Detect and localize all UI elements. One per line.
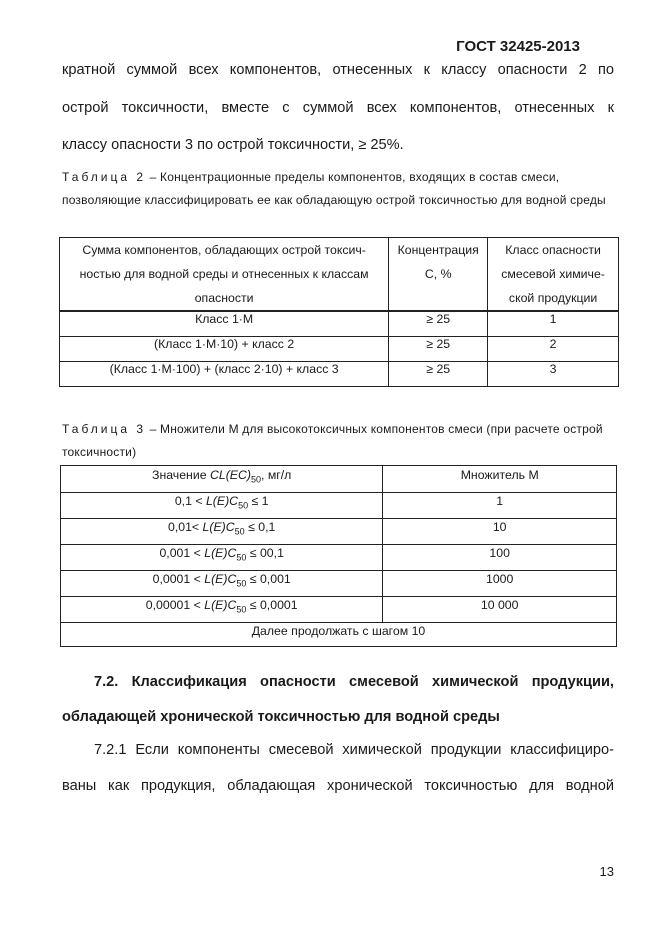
section-title-line-2: обладающей хронической токсичностью для водной среды xyxy=(62,709,500,725)
intro-line-1: кратной суммой всех компонентов, отнесенных к классу опасности 2 по xyxy=(62,62,614,78)
table-row xyxy=(60,362,619,387)
table3-footer-row xyxy=(61,623,617,647)
table2-header-components: Сумма компонентов, обладающих острой токсич-ностью для водной среды и отнесенных к классам опасности xyxy=(60,238,389,312)
table2-cell: (Класс 1·М·100) + (класс 2·10) + класс 3 xyxy=(60,362,389,387)
table2-cell: ≥ 25 xyxy=(389,311,488,337)
table3-header-multiplier: Множитель М xyxy=(383,466,617,493)
table-row xyxy=(61,571,617,597)
table-row xyxy=(61,545,617,571)
table2-cell: ≥ 25 xyxy=(389,337,488,362)
table3-cell: $0,00001 < L(E)C_{50} \le 0,0001$ xyxy=(61,597,383,623)
table3-cell: $0,01< L(E)C_{50} \le 0,1$ xyxy=(61,519,383,545)
table3-caption-label: Таблица 3 xyxy=(62,422,147,436)
table3-continue-note: Далее продолжать с шагом 10 xyxy=(61,623,617,647)
table3-cell: $0,1 < L(E)C_{50} \le 1$ xyxy=(61,493,383,519)
table2-header-concentration: Концентрация C, % xyxy=(389,238,488,312)
table3-cell: 1000 xyxy=(383,571,617,597)
table2-cell: 2 xyxy=(488,337,619,362)
table-row xyxy=(61,493,617,519)
table3-cell: $0,001 < L(E)C_{50} \le 00,1$ xyxy=(61,545,383,571)
table3-header-row xyxy=(61,466,617,493)
table2-cell: (Класс 1·М·10) + класс 2 xyxy=(60,337,389,362)
table3-caption xyxy=(62,418,614,464)
table2-caption xyxy=(62,166,614,212)
table3-cell: 100 xyxy=(383,545,617,571)
table2-cell: 1 xyxy=(488,311,619,337)
table2-caption-label: Таблица 2 xyxy=(62,170,147,184)
document-code: ГОСТ 32425-2013 xyxy=(456,38,580,55)
intro-line-3: классу опасности 3 по острой токсичности, ≥ 25%. xyxy=(62,137,404,153)
table2-cell: ≥ 25 xyxy=(389,362,488,387)
table2-header-row xyxy=(60,238,619,312)
table3-cell: $0,0001 < L(E)C_{50} \le 0,001$ xyxy=(61,571,383,597)
table3-cell: 10 xyxy=(383,519,617,545)
table-2 xyxy=(59,237,619,387)
table2-header-hazard-class: Класс опасности смесевой химиче-ской продукции xyxy=(488,238,619,312)
table3-caption-text: – Множители М для высокотоксичных компонентов смеси (при расчете острой токсичности) xyxy=(62,422,603,459)
table3-cell: 10 000 xyxy=(383,597,617,623)
section-title-line-1: 7.2. Классификация опасности смесевой химической продукции, xyxy=(94,674,614,690)
intro-line-2: острой токсичности, вместе с суммой всех компонентов, отнесенных к xyxy=(62,100,614,116)
table2-cell: 3 xyxy=(488,362,619,387)
paragraph-7-2-1-line-1: 7.2.1 Если компоненты смесевой химической продукции классифициро- xyxy=(94,742,614,758)
table3-header-value: Значение $CL(EC)_{50}$, мг/л xyxy=(61,466,383,493)
table3-cell: 1 xyxy=(383,493,617,519)
table-row xyxy=(60,337,619,362)
table-3 xyxy=(60,465,617,647)
table-row xyxy=(61,597,617,623)
paragraph-7-2-1-line-2: ваны как продукция, обладающая хронической токсичностью для водной xyxy=(62,778,614,794)
table-row xyxy=(61,519,617,545)
table-row xyxy=(60,311,619,337)
table2-cell: Класс 1·М xyxy=(60,311,389,337)
table2-caption-text: – Концентрационные пределы компонентов, входящих в состав смеси, позволяющие классифицировать ее как обладающую острой токсичностью для водной среды xyxy=(62,170,606,207)
page-number: 13 xyxy=(599,864,614,879)
